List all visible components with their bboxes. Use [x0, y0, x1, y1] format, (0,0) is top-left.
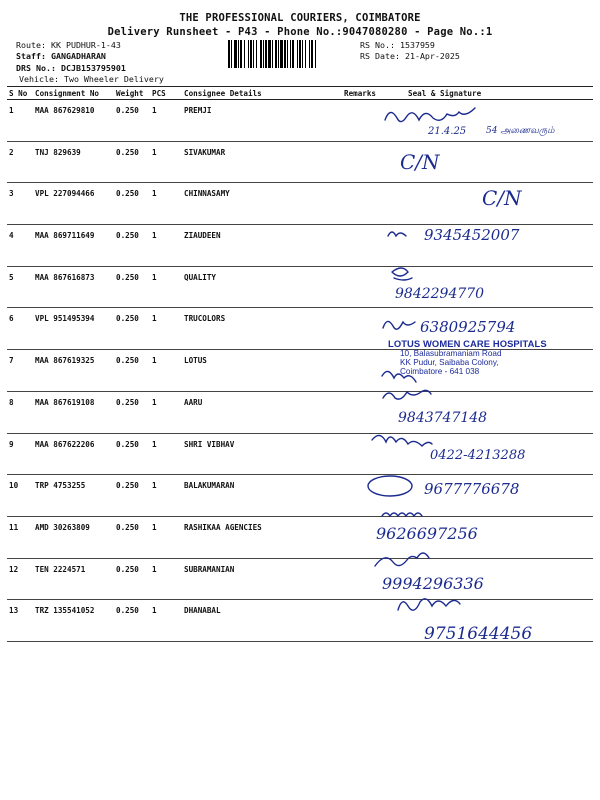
- cell-pcs: 1: [150, 475, 182, 517]
- cell-consignment: MAA 867619108: [33, 391, 114, 433]
- col-header-consignment: Consignment No: [33, 87, 114, 100]
- handwritten-phone-12: 9994296336: [382, 574, 484, 593]
- handwritten-phone-6: 6380925794: [420, 318, 516, 336]
- handwritten-cn-2: C/N: [482, 186, 522, 210]
- cell-sno: 7: [7, 350, 33, 392]
- cell-sno: 8: [7, 391, 33, 433]
- cell-consignee: LOTUS: [182, 350, 342, 392]
- cell-consignment: MAA 867622206: [33, 433, 114, 475]
- stamp-line-2: 10, Balasubramaniam Road: [400, 349, 502, 358]
- cell-pcs: 1: [150, 350, 182, 392]
- cell-consignee: PREMJI: [182, 100, 342, 142]
- cell-consignment: MAA 869711649: [33, 225, 114, 267]
- cell-consignee: AARU: [182, 391, 342, 433]
- signature-11: [382, 513, 422, 516]
- cell-consignee: BALAKUMARAN: [182, 475, 342, 517]
- handwritten-phone-10: 9677776678: [424, 480, 520, 498]
- vehicle-text: Vehicle: Two Wheeler Delivery: [19, 74, 164, 84]
- company-title: THE PROFESSIONAL COURIERS, COIMBATORE: [179, 12, 421, 24]
- cell-weight: 0.250: [114, 266, 150, 308]
- cell-pcs: 1: [150, 558, 182, 600]
- col-header-remarks: Remarks: [342, 87, 384, 100]
- cell-weight: 0.250: [114, 600, 150, 642]
- cell-consignment: TNJ 829639: [33, 141, 114, 183]
- cell-consignment: MAA 867619325: [33, 350, 114, 392]
- cell-pcs: 1: [150, 391, 182, 433]
- stamp-line-1: LOTUS WOMEN CARE HOSPITALS: [388, 338, 547, 349]
- rs-date: RS Date: 21-Apr-2025: [360, 51, 460, 61]
- handwritten-note: 54 அணைவரும்: [486, 126, 555, 136]
- col-header-sno: S No: [7, 87, 33, 100]
- cell-sno: 3: [7, 183, 33, 225]
- drs-label: DRS No.:: [16, 63, 56, 73]
- cell-consignment: VPL 227094466: [33, 183, 114, 225]
- cell-sno: 1: [7, 100, 33, 142]
- cell-consignee: DHANABAL: [182, 600, 342, 642]
- cell-weight: 0.250: [114, 141, 150, 183]
- cell-consignee: TRUCOLORS: [182, 308, 342, 350]
- cell-consignment: TRZ 135541052: [33, 600, 114, 642]
- cell-consignee: QUALITY: [182, 266, 342, 308]
- cell-pcs: 1: [150, 308, 182, 350]
- drs-number: DCJB153795901: [60, 63, 126, 73]
- cell-consignee: SIVAKUMAR: [182, 141, 342, 183]
- cell-sno: 6: [7, 308, 33, 350]
- staff-name: GANGADHARAN: [50, 51, 106, 61]
- signature-6: [383, 321, 415, 329]
- signature-8: [383, 390, 431, 399]
- handwritten-phone-9: 0422-4213288: [430, 448, 526, 463]
- cell-consignee: CHINNASAMY: [182, 183, 342, 225]
- cell-weight: 0.250: [114, 100, 150, 142]
- stamp-line-3: KK Pudur, Saibaba Colony,: [400, 358, 499, 367]
- col-header-weight: Weight: [114, 87, 150, 100]
- signature-13: [398, 599, 460, 610]
- cell-weight: 0.250: [114, 350, 150, 392]
- cell-consignee: SHRI VIBHAV: [182, 433, 342, 475]
- handwritten-phone-5: 9842294770: [395, 286, 485, 302]
- cell-weight: 0.250: [114, 558, 150, 600]
- signature-4-scribble: [388, 232, 406, 236]
- signature-1: [385, 108, 475, 122]
- cell-pcs: 1: [150, 516, 182, 558]
- cell-weight: 0.250: [114, 433, 150, 475]
- cell-pcs: 1: [150, 433, 182, 475]
- cell-consignment: MAA 867616873: [33, 266, 114, 308]
- handwritten-cn-1: C/N: [400, 150, 440, 174]
- cell-consignment: TEN 2224571: [33, 558, 114, 600]
- runsheet-title: Delivery Runsheet - P43 - Phone No.:9047080280 - Page No.:1: [107, 26, 493, 38]
- handwritten-phone-4: 9345452007: [424, 226, 520, 244]
- col-header-consignee: Consignee Details: [182, 87, 342, 100]
- cell-sno: 12: [7, 558, 33, 600]
- signature-10: [368, 476, 412, 496]
- cell-consignee: ZIAUDEEN: [182, 225, 342, 267]
- signature-12: [375, 553, 429, 566]
- cell-pcs: 1: [150, 225, 182, 267]
- cell-pcs: 1: [150, 600, 182, 642]
- cell-weight: 0.250: [114, 475, 150, 517]
- cell-weight: 0.250: [114, 391, 150, 433]
- cell-consignment: VPL 951495394: [33, 308, 114, 350]
- cell-weight: 0.250: [114, 308, 150, 350]
- cell-consignee: RASHIKAA AGENCIES: [182, 516, 342, 558]
- rs-number: RS No.: 1537959: [360, 40, 435, 50]
- cell-pcs: 1: [150, 266, 182, 308]
- handwritten-phone-8: 9843747148: [398, 410, 488, 426]
- cell-weight: 0.250: [114, 183, 150, 225]
- route-text: Route: KK PUDHUR-1-43: [16, 40, 121, 50]
- cell-sno: 11: [7, 516, 33, 558]
- cell-sno: 4: [7, 225, 33, 267]
- cell-sno: 9: [7, 433, 33, 475]
- stamp-line-4: Coimbatore - 641 038: [400, 367, 480, 376]
- cell-pcs: 1: [150, 100, 182, 142]
- cell-weight: 0.250: [114, 516, 150, 558]
- cell-consignment: TRP 4753255: [33, 475, 114, 517]
- cell-consignee: SUBRAMANIAN: [182, 558, 342, 600]
- cell-pcs: 1: [150, 141, 182, 183]
- cell-consignment: AMD 30263809: [33, 516, 114, 558]
- col-header-pcs: PCS: [150, 87, 182, 100]
- cell-weight: 0.250: [114, 225, 150, 267]
- hospital-stamp: [388, 338, 548, 376]
- handwritten-date: 21.4.25: [428, 126, 467, 137]
- cell-sno: 5: [7, 266, 33, 308]
- cell-pcs: 1: [150, 183, 182, 225]
- signature-9: [372, 435, 432, 446]
- handwritten-phone-11: 9626697256: [376, 524, 478, 543]
- cell-sno: 2: [7, 141, 33, 183]
- cell-sno: 13: [7, 600, 33, 642]
- signature-5-scribble: [392, 268, 412, 280]
- staff-label: Staff:: [16, 51, 46, 61]
- col-header-signature: Seal & Signature: [384, 87, 593, 100]
- cell-sno: 10: [7, 475, 33, 517]
- handwritten-phone-13: 9751644456: [424, 624, 533, 644]
- cell-consignment: MAA 867629810: [33, 100, 114, 142]
